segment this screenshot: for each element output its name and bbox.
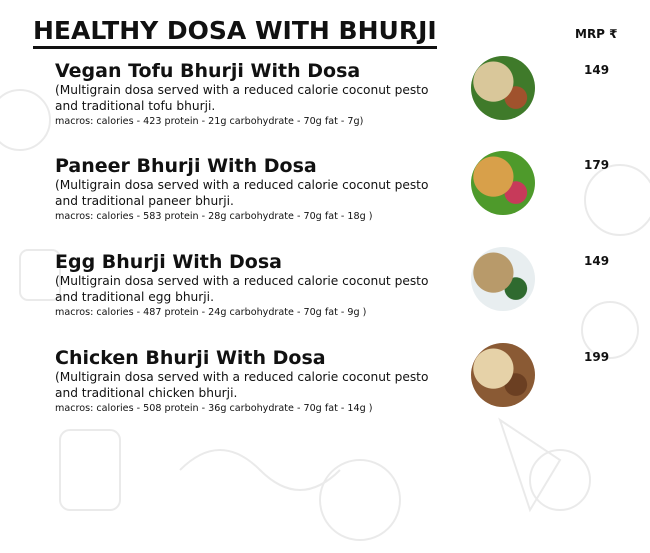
item-name: Vegan Tofu Bhurji With Dosa	[55, 60, 361, 82]
item-name: Paneer Bhurji With Dosa	[55, 155, 317, 177]
dish-photo	[471, 56, 535, 120]
item-description: (Multigrain dosa served with a reduced calorie coconut pesto and traditional chicken bhurji.	[55, 370, 429, 400]
item-price: 149	[584, 254, 610, 268]
dish-photo	[471, 247, 535, 311]
item-macros: macros: calories - 508 protein - 36g carbohydrate - 70g fat - 14g )	[55, 403, 373, 414]
item-description: (Multigrain dosa served with a reduced calorie coconut pesto and traditional paneer bhurji.	[55, 178, 429, 208]
item-price: 149	[584, 63, 610, 77]
menu-item	[55, 251, 615, 341]
item-macros: macros: calories - 423 protein - 21g carbohydrate - 70g fat - 7g)	[55, 116, 364, 127]
page-title: HEALTHY DOSA WITH BHURJI	[33, 16, 437, 49]
item-price: 179	[584, 158, 610, 172]
item-description: (Multigrain dosa served with a reduced calorie coconut pesto and traditional egg bhurji.	[55, 274, 429, 304]
menu-item	[55, 347, 615, 437]
dish-photo	[471, 343, 535, 407]
item-price: 199	[584, 350, 610, 364]
item-macros: macros: calories - 583 protein - 28g carbohydrate - 70g fat - 18g )	[55, 211, 373, 222]
price-column-header: MRP ₹	[575, 27, 618, 41]
item-macros: macros: calories - 487 protein - 24g carbohydrate - 70g fat - 9g )	[55, 307, 367, 318]
dish-photo	[471, 151, 535, 215]
item-name: Chicken Bhurji With Dosa	[55, 347, 326, 369]
item-description: (Multigrain dosa served with a reduced calorie coconut pesto and traditional tofu bhurji.	[55, 83, 429, 113]
menu-item	[55, 155, 615, 245]
item-name: Egg Bhurji With Dosa	[55, 251, 282, 273]
menu-item	[55, 60, 615, 150]
